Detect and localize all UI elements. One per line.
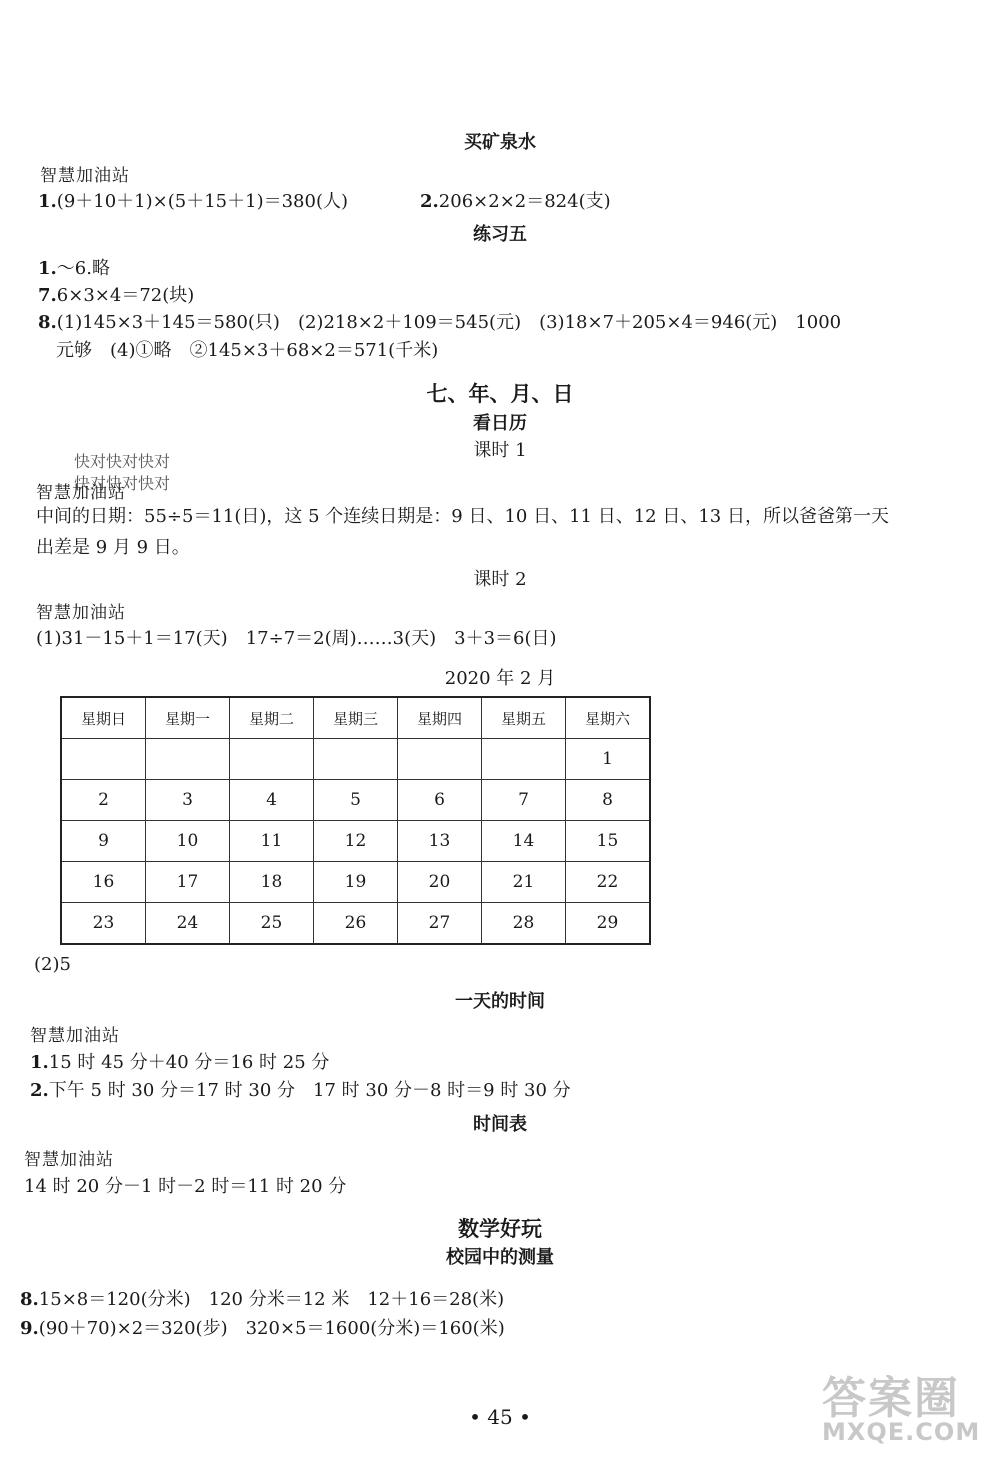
- watermark-logo: 答案圈: [822, 1373, 960, 1424]
- calendar-day-cell: [230, 739, 314, 780]
- zhihui-label: 智慧加油站: [36, 483, 126, 503]
- item-number: 9.: [20, 1318, 39, 1339]
- answer-text: 6×3×4＝72(块): [56, 285, 195, 306]
- answer-line: [38, 254, 110, 280]
- calendar-day-cell: 23: [61, 903, 146, 945]
- section-title-calendar: 看日历: [473, 413, 527, 434]
- calendar-day-cell: 27: [398, 903, 482, 945]
- zhihui-label: 智慧加油站: [30, 1026, 120, 1046]
- zhihui-label: 智慧加油站: [24, 1150, 114, 1170]
- calendar-day-cell: 19: [314, 862, 398, 903]
- calendar-header-cell: 星期日: [61, 697, 146, 739]
- calendar-day-cell: 20: [398, 862, 482, 903]
- calendar-day-cell: 28: [482, 903, 566, 945]
- answer-text: (90＋70)×2＝320(步) 320×5＝1600(分米)＝160(米): [38, 1318, 505, 1339]
- calendar-day-cell: [146, 739, 230, 780]
- answer-text: 15×8＝120(分米) 120 分米＝12 米 12＋16＝28(米): [38, 1289, 505, 1310]
- calendar-day-cell: 5: [314, 780, 398, 821]
- calendar-header-cell: 星期四: [398, 697, 482, 739]
- calendar-header-cell: 星期三: [314, 697, 398, 739]
- answer-line: [30, 1048, 329, 1074]
- zhihui-label: 智慧加油站: [36, 603, 126, 623]
- item-number: 1.: [38, 191, 57, 212]
- calendar-day-cell: 16: [61, 862, 146, 903]
- item-number: 1.: [38, 258, 57, 279]
- calendar-day-cell: [398, 739, 482, 780]
- overlay-text: 快对快对快对: [74, 474, 171, 493]
- calendar-week-row: [61, 739, 650, 780]
- calendar-header-cell: 星期六: [566, 697, 651, 739]
- calendar-day-cell: 18: [230, 862, 314, 903]
- section-title-buy-water: 买矿泉水: [464, 132, 536, 153]
- calendar-week-row: [61, 780, 650, 821]
- answer-line: 元够 (4)①略 ②145×3＋68×2＝571(千米): [56, 340, 439, 361]
- calendar-day-cell: 17: [146, 862, 230, 903]
- answer-line: [30, 1076, 571, 1102]
- calendar-day-cell: 25: [230, 903, 314, 945]
- calendar-day-cell: 1: [566, 739, 651, 780]
- item-number: 8.: [38, 312, 57, 333]
- answer-line: 中间的日期：55÷5＝11(日)，这 5 个连续日期是：9 日、10 日、11 日、12 日、13 日，所以爸爸第一天: [36, 506, 889, 527]
- answer-line: [38, 308, 841, 334]
- answer-line: (1)31－15＋1＝17(天) 17÷7＝2(周)……3(天) 3＋3＝6(日): [36, 628, 557, 649]
- calendar-day-cell: 15: [566, 821, 651, 862]
- calendar-day-cell: 22: [566, 862, 651, 903]
- calendar-day-cell: 6: [398, 780, 482, 821]
- calendar-day-cell: 13: [398, 821, 482, 862]
- answer-text: 206×2×2＝824(支): [438, 191, 611, 212]
- answer-text: 下午 5 时 30 分＝17 时 30 分 17 时 30 分－8 时＝9 时 30 分: [48, 1080, 571, 1101]
- calendar-header-row: [61, 697, 650, 739]
- calendar-day-cell: 9: [61, 821, 146, 862]
- calendar-day-cell: 7: [482, 780, 566, 821]
- calendar-day-cell: [314, 739, 398, 780]
- calendar-day-cell: 21: [482, 862, 566, 903]
- calendar-day-cell: 12: [314, 821, 398, 862]
- section-title-day-time: 一天的时间: [455, 991, 545, 1012]
- calendar-day-cell: 29: [566, 903, 651, 945]
- calendar-day-cell: 14: [482, 821, 566, 862]
- item-number: 1.: [30, 1052, 49, 1073]
- calendar-day-cell: 8: [566, 780, 651, 821]
- lesson-label: 课时 2: [473, 569, 527, 590]
- answer-line: (2)5: [34, 954, 71, 975]
- item-number: 8.: [20, 1289, 39, 1310]
- item-number: 7.: [38, 285, 57, 306]
- calendar-week-row: [61, 862, 650, 903]
- overlay-text: 快对快对快对: [74, 452, 171, 471]
- section-title-measure: 校园中的测量: [446, 1247, 554, 1268]
- answer-text: (1)145×3＋145＝580(只) (2)218×2＋109＝545(元) (3)18×7＋205×4＝946(元) 1000: [56, 312, 842, 333]
- calendar-week-row: [61, 821, 650, 862]
- answer-line: [20, 1285, 504, 1311]
- answer-line: [420, 187, 611, 213]
- calendar-caption: 2020 年 2 月: [444, 668, 556, 689]
- item-number: 2.: [30, 1080, 49, 1101]
- calendar-table: [60, 696, 651, 945]
- calendar-day-cell: 10: [146, 821, 230, 862]
- calendar-day-cell: 2: [61, 780, 146, 821]
- answer-text: (9＋10＋1)×(5＋15＋1)＝380(人): [56, 191, 348, 212]
- section-title-timetable: 时间表: [473, 1114, 527, 1135]
- calendar-week-row: [61, 903, 650, 945]
- chapter-title: 七、年、月、日: [426, 382, 574, 406]
- calendar-day-cell: 11: [230, 821, 314, 862]
- section-title-fun: 数学好玩: [458, 1217, 542, 1241]
- page-number: • 45 •: [469, 1405, 531, 1429]
- zhihui-label: 智慧加油站: [40, 166, 130, 186]
- answer-line: [20, 1314, 505, 1340]
- calendar-day-cell: 24: [146, 903, 230, 945]
- answer-line: [38, 281, 194, 307]
- calendar-day-cell: 3: [146, 780, 230, 821]
- calendar-day-cell: 26: [314, 903, 398, 945]
- lesson-label: 课时 1: [473, 440, 527, 461]
- section-title-practice5: 练习五: [473, 224, 527, 245]
- calendar-day-cell: [482, 739, 566, 780]
- calendar-day-cell: [61, 739, 146, 780]
- answer-line: 14 时 20 分－1 时－2 时＝11 时 20 分: [24, 1176, 347, 1197]
- calendar-header-cell: 星期一: [146, 697, 230, 739]
- answer-text: 15 时 45 分＋40 分＝16 时 25 分: [48, 1052, 330, 1073]
- answer-text: ～6.略: [56, 258, 110, 279]
- watermark-url: MXQE.COM: [822, 1418, 981, 1446]
- calendar-day-cell: 4: [230, 780, 314, 821]
- answer-line: 出差是 9 月 9 日。: [36, 537, 190, 558]
- item-number: 2.: [420, 191, 439, 212]
- answer-line: [38, 187, 348, 213]
- calendar-header-cell: 星期五: [482, 697, 566, 739]
- calendar-header-cell: 星期二: [230, 697, 314, 739]
